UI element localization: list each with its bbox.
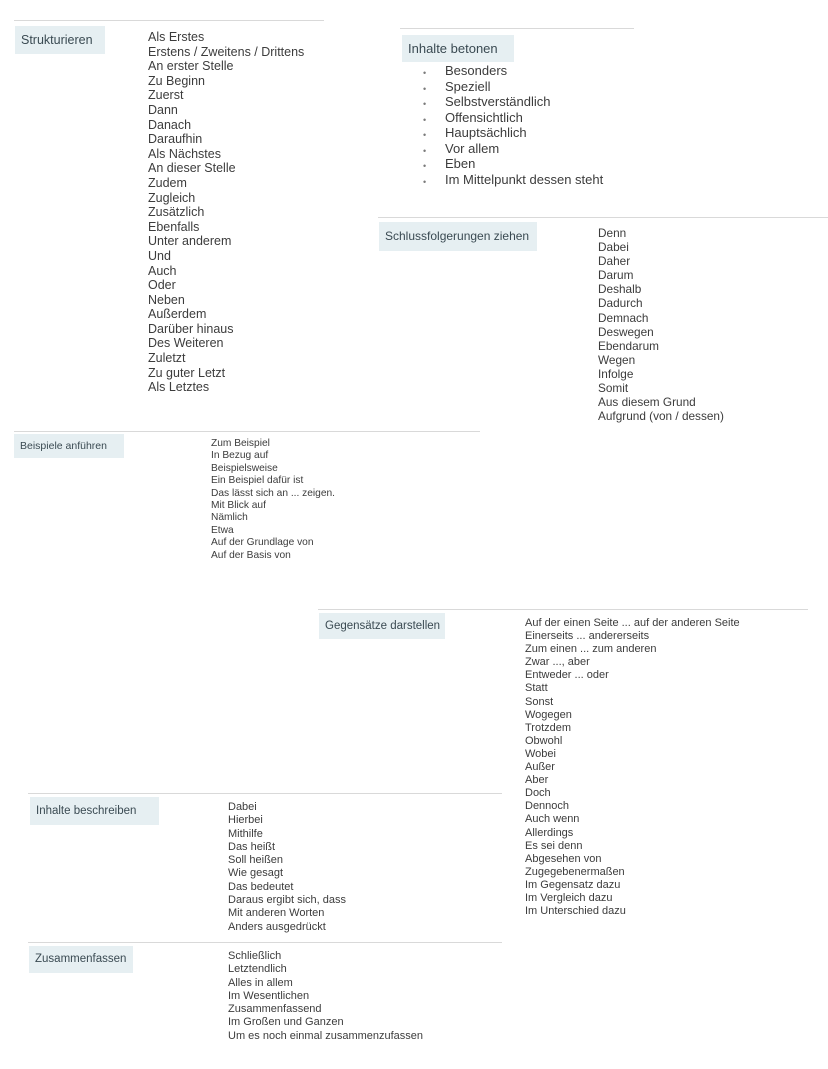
list-item: Auf der einen Seite ... auf der anderen Seite [525,617,740,629]
list-strukturieren [148,30,304,395]
list-item: Dennoch [525,800,570,813]
list-item: Etwa [211,524,234,536]
list-item: Als Erstes [148,30,205,44]
list-item: Zugleich [148,190,196,205]
list-item: Doch [525,787,551,800]
list-item: Dadurch [598,296,643,311]
section-label-strukturieren: Strukturieren [15,26,105,54]
divider [28,793,502,794]
divider [14,431,480,432]
list-item: Im Gegensatz dazu [525,878,621,891]
list-item: Anders ausgedrückt [228,920,326,933]
list-item: Wie gesagt [228,867,284,880]
list-item: Daher [598,254,631,269]
section-label-gegensaetze: Gegensätze darstellen [319,613,445,639]
list-item: • Vor allem [445,141,603,157]
list-item: Zu guter Letzt [148,365,226,380]
list-item: Dabei [228,801,257,813]
divider [400,28,634,29]
list-item: Somit [598,381,629,396]
list-item: Und [148,248,171,263]
list-item: Ein Beispiel dafür ist [211,475,304,487]
list-item: • Im Mittelpunkt dessen steht [445,172,603,188]
list-item: Mit anderen Worten [228,907,325,920]
list-schlussfolgerungen [598,226,724,423]
list-item: Einerseits ... andererseits [525,630,650,643]
list-item: Zudem [148,175,187,190]
list-item: Letztendlich [228,963,287,976]
divider [14,20,324,21]
list-item: Mithilfe [228,827,263,840]
list-gegensaetze [525,617,740,918]
list-item: • Hauptsächlich [445,125,603,141]
list-item: Das heißt [228,840,276,853]
list-item: Sonst [525,695,554,708]
divider [378,217,828,218]
list-item: Hierbei [228,814,263,827]
list-item: • Selbstverständlich [445,94,603,110]
list-item: Auch [148,263,177,278]
list-item: Mit Blick auf [211,500,266,512]
list-item: • Eben [445,156,603,172]
section-label-inhalte-betonen: Inhalte betonen [402,35,514,62]
list-item: Ebenfalls [148,219,200,234]
section-label-zusammenfassen: Zusammenfassen [29,946,133,973]
list-item: Im Wesentlichen [228,989,310,1002]
list-item: Zwar ..., aber [525,656,590,669]
list-item: Wobei [525,747,556,760]
list-item: Beispielsweise [211,462,278,474]
list-item: Es sei denn [525,839,583,852]
list-item: Das lässt sich an ... zeigen. [211,487,336,499]
list-item: Im Vergleich dazu [525,891,613,904]
list-item: • Speziell [445,79,603,95]
list-item: Demnach [598,310,649,325]
list-item: Zu Beginn [148,73,205,88]
section-label-schlussfolgerungen: Schlussfolgerungen ziehen [379,222,537,251]
list-item: Aber [525,774,549,787]
list-inhalte-betonen [445,63,603,187]
list-item: Zuerst [148,88,184,103]
list-item: Wogegen [525,708,572,721]
list-item: Wegen [598,352,636,367]
list-zusammenfassen [228,950,423,1043]
list-item: Dabei [598,240,629,255]
list-item: An erster Stelle [148,59,234,74]
list-item: Ebendarum [598,338,659,353]
list-item: Abgesehen von [525,852,602,865]
list-item: Als Nächstes [148,146,221,161]
list-item: Deswegen [598,324,654,339]
list-beschreiben [228,801,346,934]
list-item: Schließlich [228,950,282,962]
list-item: Außerdem [148,307,207,322]
list-item: Darüber hinaus [148,321,234,336]
list-item: Statt [525,682,548,695]
list-item: Trotzdem [525,721,572,734]
divider [28,942,502,943]
list-item: Um es noch einmal zusammenzufassen [228,1029,424,1042]
list-item: Alles in allem [228,976,293,989]
list-item: Als Letztes [148,380,210,395]
list-item: Soll heißen [228,854,284,867]
list-item: Entweder ... oder [525,669,609,682]
list-item: Danach [148,117,192,132]
list-item: In Bezug auf [211,450,269,462]
list-item: Des Weiteren [148,336,224,351]
list-item: Dann [148,102,178,117]
list-item: Allerdings [525,826,574,839]
divider [318,609,808,610]
list-item: Zugegebenermaßen [525,865,625,878]
list-item: Zusätzlich [148,205,205,220]
list-item: Zuletzt [148,351,186,366]
list-item: An dieser Stelle [148,161,236,176]
list-item: Im Unterschied dazu [525,905,626,918]
list-item: • Besonders [445,63,603,79]
list-item: Zum einen ... zum anderen [525,643,657,656]
list-item: Aus diesem Grund [598,395,696,410]
list-item: Oder [148,278,176,293]
list-item: Denn [598,226,627,240]
list-item: Deshalb [598,282,642,297]
list-beispiele [211,438,335,562]
list-item: Auf der Grundlage von [211,537,314,549]
list-item: Erstens / Zweitens / Drittens [148,44,305,59]
list-item: Nämlich [211,512,248,524]
list-item: Zusammenfassend [228,1003,322,1016]
list-item: Neben [148,292,185,307]
list-item: Daraus ergibt sich, dass [228,894,346,907]
section-label-beschreiben: Inhalte beschreiben [30,797,159,825]
list-item: Das bedeutet [228,880,294,893]
list-item: Aufgrund (von / dessen) [598,409,724,424]
section-label-beispiele: Beispiele anführen [14,434,124,458]
list-item: Darum [598,268,634,283]
list-item: Unter anderem [148,234,232,249]
list-item: Außer [525,761,555,774]
list-item: Infolge [598,366,634,381]
list-item: Im Großen und Ganzen [228,1016,344,1029]
list-item: Obwohl [525,734,563,747]
list-item: Zum Beispiel [211,438,270,449]
list-item: Auf der Basis von [211,549,291,561]
list-item: Auch wenn [525,813,580,826]
list-item: • Offensichtlich [445,110,603,126]
list-item: Daraufhin [148,132,203,147]
